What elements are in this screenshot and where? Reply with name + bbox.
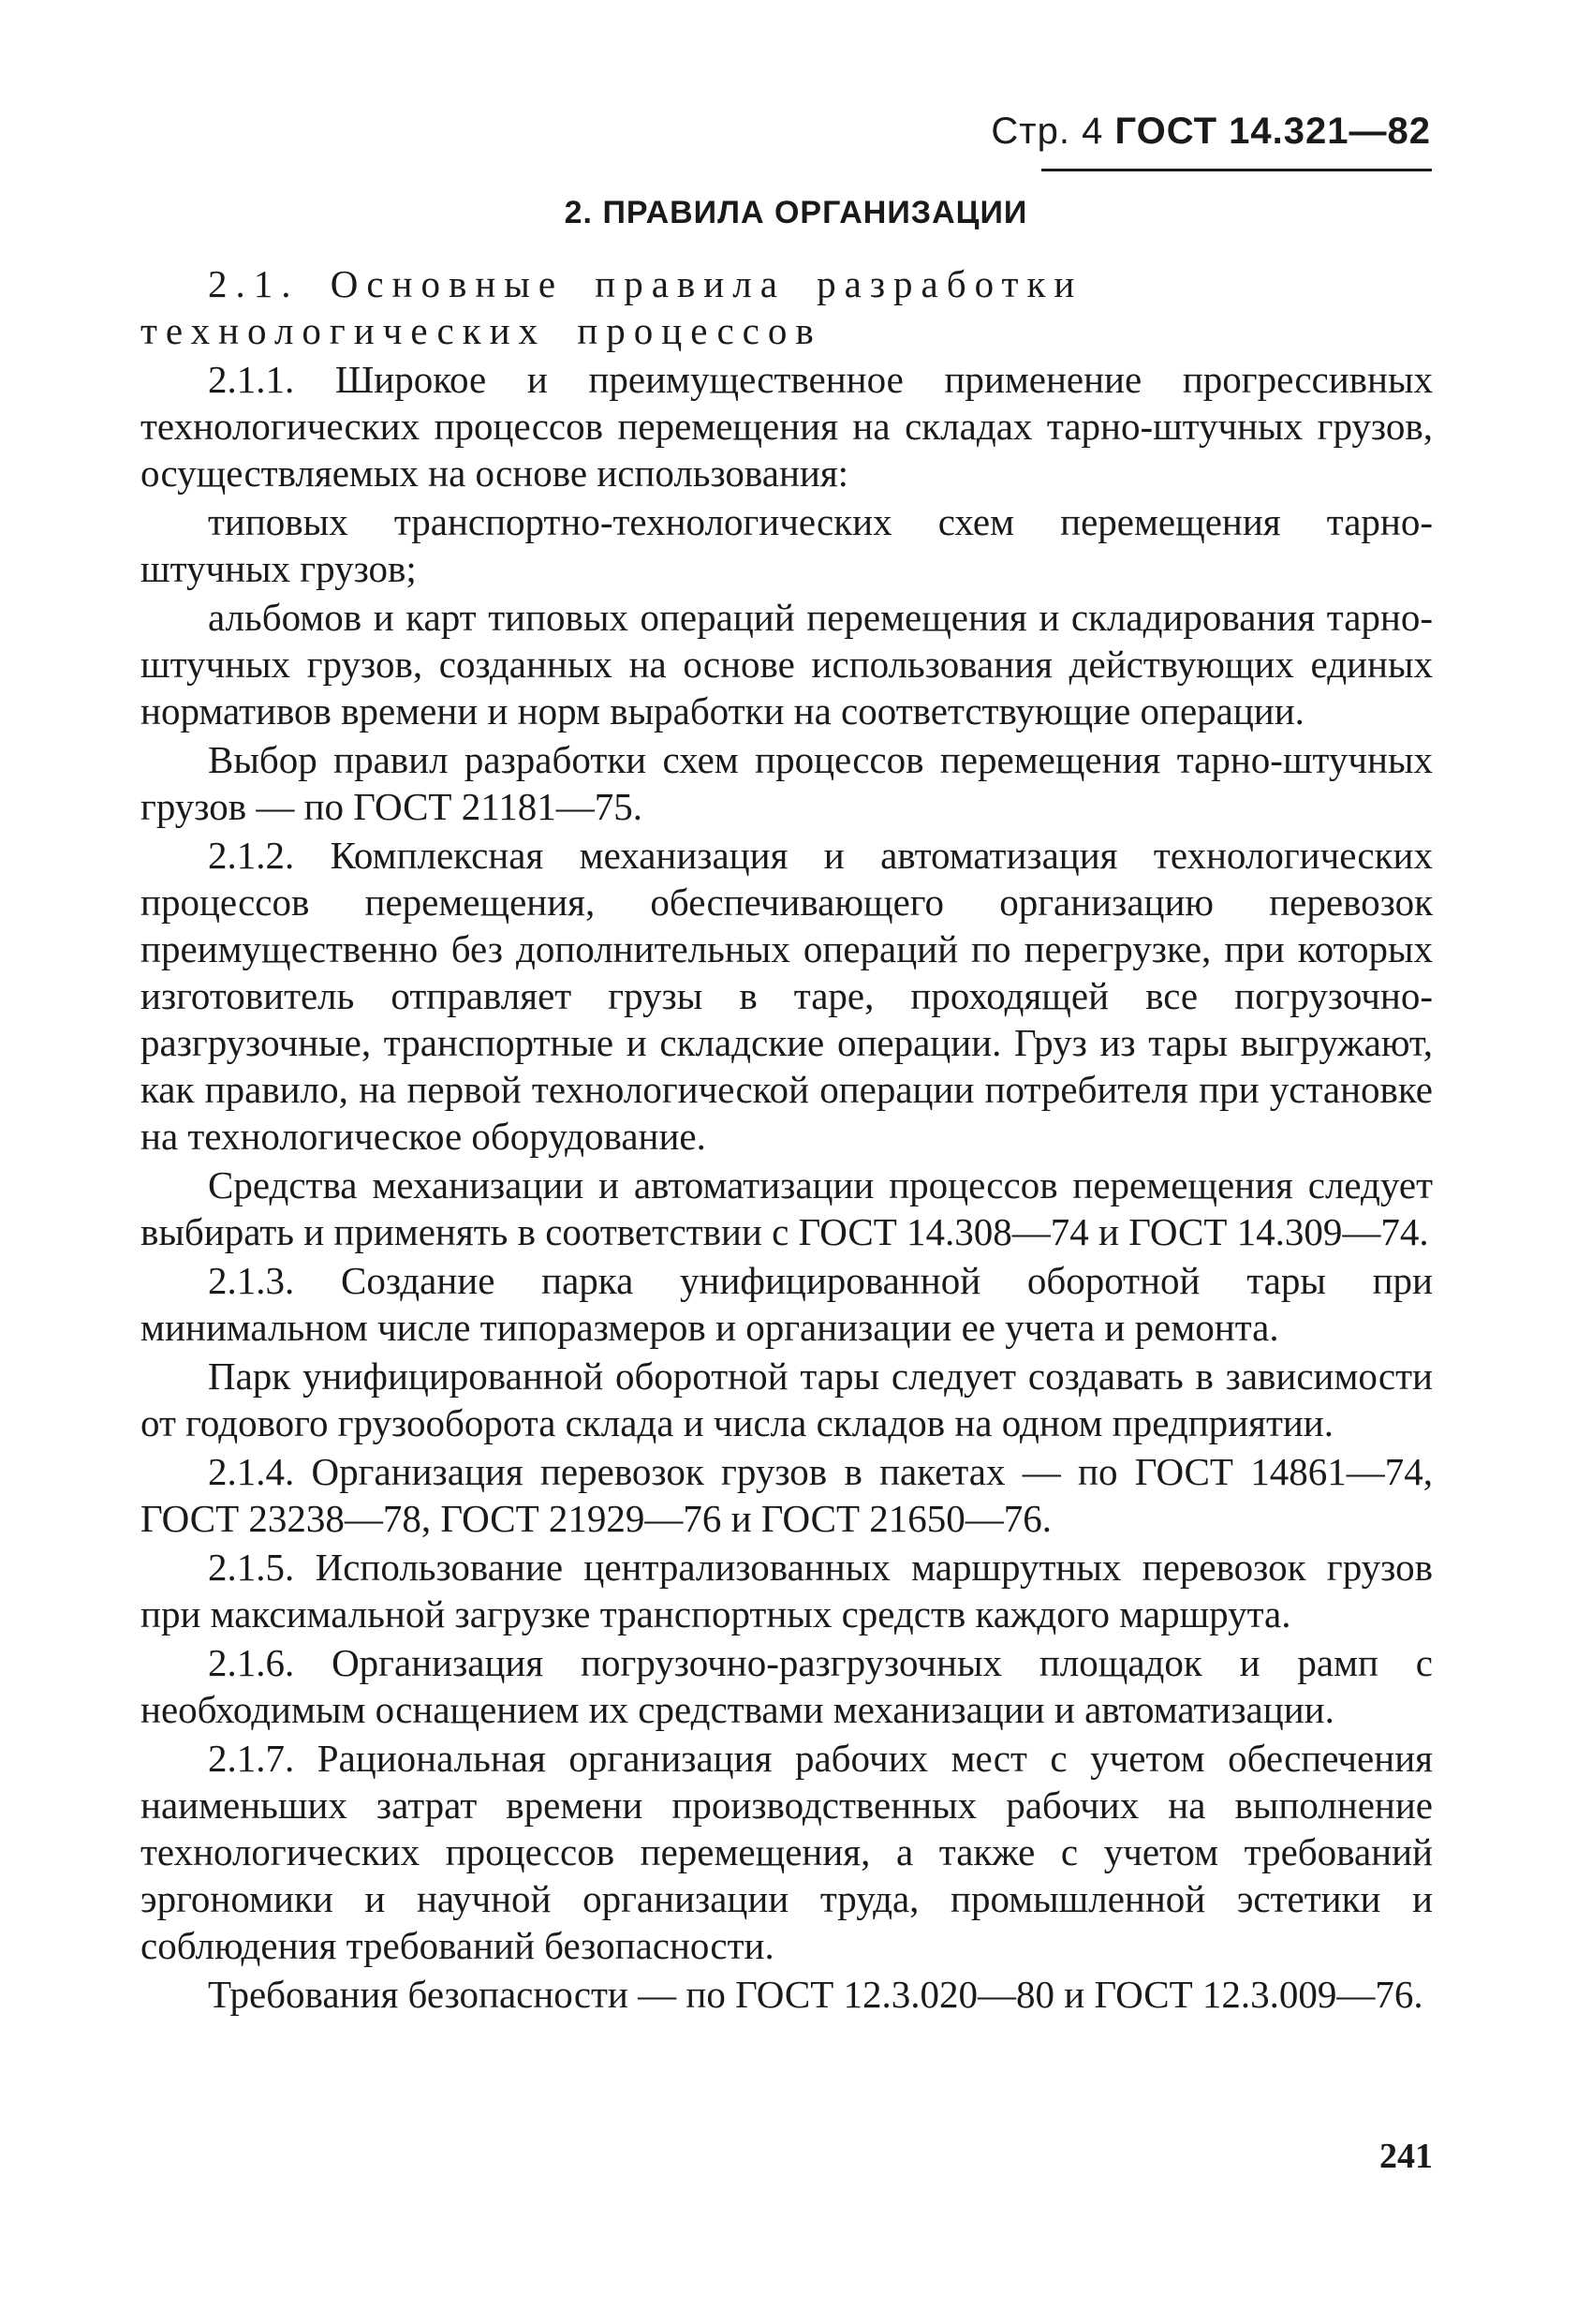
paragraph: Требования безопасности — по ГОСТ 12.3.020—80 и ГОСТ 12.3.009—76. [208,1973,1423,2016]
paragraph: 2.1.4. Организация перевозок грузов в пакетах — по ГОСТ 14861—74, ГОСТ 23238—78, ГОСТ 21929—76 и ГОСТ 21650—76. [140,1450,1433,1540]
paragraph: альбомов и карт типовых операций перемещения и складирования тарно-штучных грузов, созданных на основе использования действующих единых нормативов времени и норм выработки на соответствующие операции. [140,596,1433,733]
running-header [983,111,1431,153]
section-title: 2. ПРАВИЛА ОРГАНИЗАЦИИ [564,195,1028,230]
paragraph: Средства механизации и автоматизации процессов перемещения следует выбирать и применять в соответствии с ГОСТ 14.308—74 и ГОСТ 14.309—74. [140,1163,1433,1253]
header-rule [1041,169,1432,171]
paragraph: 2.1.1. Широкое и преимущественное применение прогрессивных технологических процессов перемещения на складах тарно-штучных грузов, осуществляемых на основе использования: [140,358,1433,495]
page-label: Стр. 4 [991,111,1104,152]
paragraph: типовых транспортно-технологических схем перемещения тарно-штучных грузов; [140,500,1433,590]
paragraph: 2.1.3. Создание парка унифицированной оборотной тары при минимальном числе типоразмеров и организации ее учета и ремонта. [140,1259,1433,1349]
paragraph: 2.1.7. Рациональная организация рабочих мест с учетом обеспечения наименьших затрат времени производственных рабочих на выполнение технологических процессов перемещения, а также с учетом требований эргономики и научной организации труда, промышленной эстетики и соблюдения требований безопасности. [140,1737,1433,1967]
paragraph: Парк унифицированной оборотной тары следует создавать в зависимости от годового грузооборота склада и числа складов на одном предприятии. [140,1354,1433,1444]
paragraph: 2.1.5. Использование централизованных маршрутных перевозок грузов при максимальной загрузке транспортных средств каждого маршрута. [140,1546,1433,1636]
paragraph: 2.1.6. Организация погрузочно-разгрузочных площадок и рамп с необходимым оснащением их средствами механизации и автоматизации. [140,1641,1433,1731]
subsection-heading: 2.1. Основные правила разработки технологических процессов [140,262,1083,352]
paragraph: 2.1.2. Комплексная механизация и автоматизация технологических процессов перемещения, обеспечивающего организацию перевозок преимущественно без дополнительных операций по перегрузке, при которых изготовитель отправляет грузы в таре, проходящей все погрузочно-разгрузочные, транспортные и складские операции. Груз из тары выгружают, как правило, на первой технологической операции потребителя при установке на технологическое оборудование. [140,834,1433,1158]
body-text [140,260,1433,2020]
standard-designation: ГОСТ 14.321—82 [1114,111,1431,152]
paragraph: Выбор правил разработки схем процессов перемещения тарно-штучных грузов — по ГОСТ 21181—75. [140,738,1433,828]
page-number: 241 [1379,2137,1433,2176]
